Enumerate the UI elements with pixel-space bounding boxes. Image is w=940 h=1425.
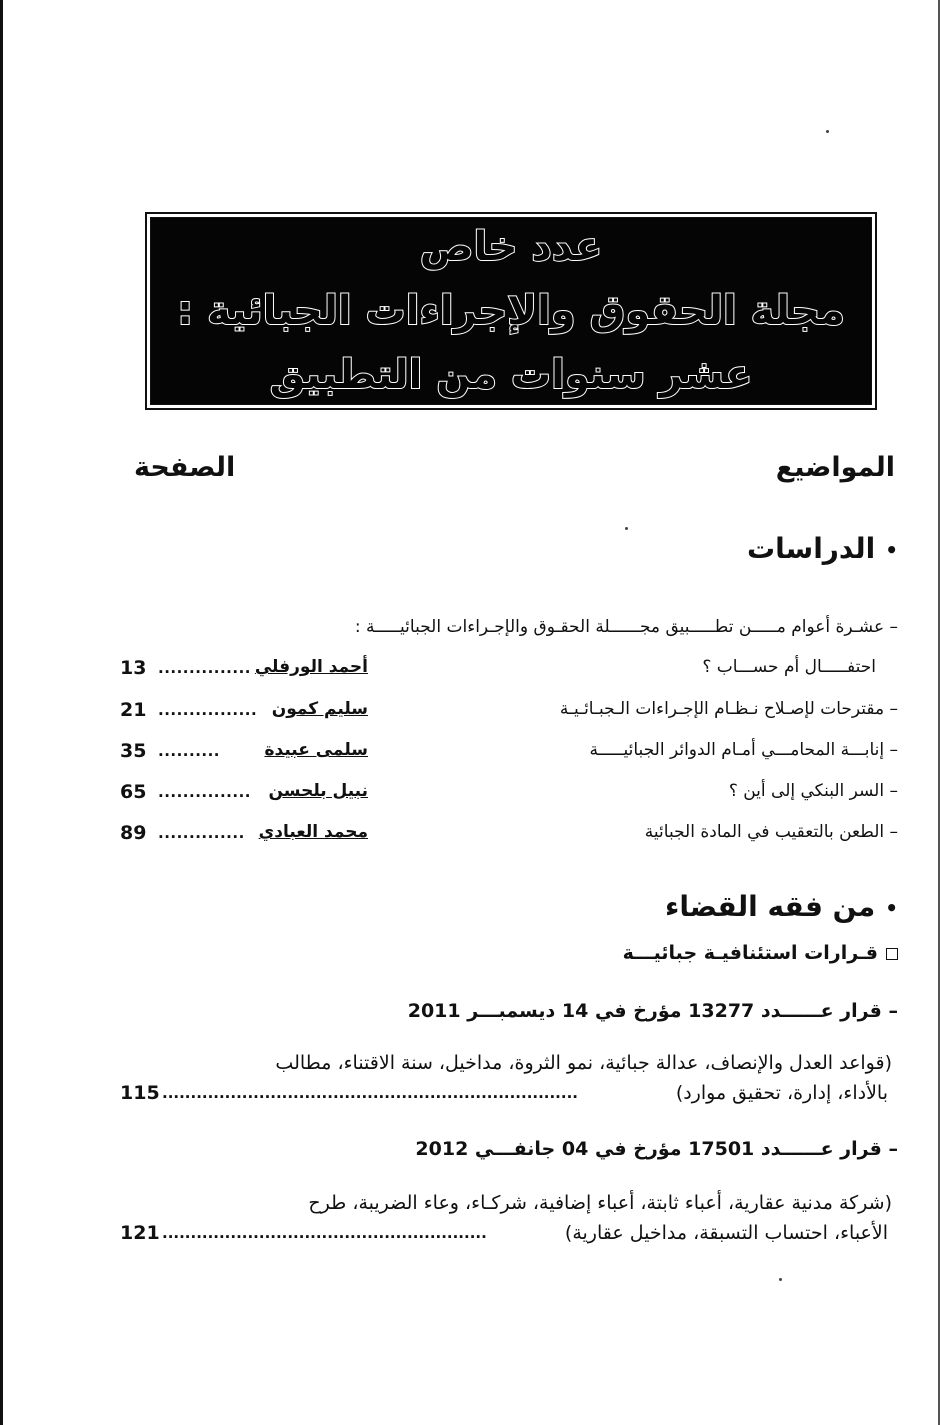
decision-leader: ......................................................... <box>162 1224 487 1242</box>
toc-entry-author: سليم كمون <box>271 699 368 719</box>
scan-speck <box>779 1278 782 1281</box>
special-issue-banner <box>145 212 877 410</box>
banner-line-journal-name: مجلة الحقوق والإجراءات الجبائية : <box>177 288 845 334</box>
decision-page: 121 <box>120 1222 160 1244</box>
toc-entry-title: احتفـــــال أم حســـاب ؟ <box>702 657 876 677</box>
checkbox-square-icon <box>886 948 898 960</box>
decision-page: 115 <box>120 1082 160 1104</box>
toc-entry[interactable] <box>120 822 898 854</box>
toc-entry-title: – السر البنكي إلى أين ؟ <box>728 781 898 801</box>
toc-entry-author: أحمد الورفلي <box>254 657 368 677</box>
bullet-icon: • <box>885 538 898 562</box>
toc-entry-leader: .......... <box>158 742 220 760</box>
jurisprudence-title-text: من فقه القضاء <box>665 890 876 923</box>
toc-entry-leader: ................ <box>158 701 258 719</box>
toc-entry-author: نبيل بلحسن <box>268 781 368 801</box>
toc-entry[interactable] <box>120 740 898 772</box>
toc-entry-page: 13 <box>120 657 147 679</box>
decision-leader: ......................................................................... <box>162 1084 578 1102</box>
toc-entry[interactable] <box>120 699 898 731</box>
subheading-text: قـرارات استئنافيـة جبائيـــة <box>622 942 878 964</box>
decision-heading: – قرار عــــــدد 17501 مؤرخ في 04 جانفـــي 2012 <box>415 1138 898 1160</box>
page-column-heading: الصفحة <box>134 452 236 483</box>
toc-entry-title: – إنابـــة المحامـــي أمـام الدوائر الجبائيـــــة <box>589 740 898 760</box>
banner-panel <box>150 217 872 405</box>
appeal-decisions-subheading <box>623 942 898 964</box>
banner-line-special-issue: عدد خاص <box>419 224 603 270</box>
scan-speck <box>625 527 628 530</box>
page-left-edge <box>0 0 3 1425</box>
decision-keywords: (شركة مدنية عقارية، أعباء ثابتة، أعباء إضافية، شركـاء، وعاء الضريبة، طرح <box>308 1192 892 1214</box>
decision-heading: – قرار عــــــدد 13277 مؤرخ في 14 ديسمبـــر 2011 <box>407 1000 898 1022</box>
study-intro-title: – عشـرة أعوام مـــــن تطـــــبيق مجــــــلة الحقـوق والإجـراءات الجبائيـــــة : <box>354 617 898 637</box>
decision-keywords: (قواعد العدل والإنصاف، عدالة جبائية، نمو الثروة، مداخيل، سنة الاقتناء، مطالب <box>275 1052 892 1074</box>
toc-entry-page: 89 <box>120 822 147 844</box>
toc-entry-page: 21 <box>120 699 147 721</box>
toc-entry-author: محمد العبادي <box>258 822 368 842</box>
studies-section-title <box>747 532 898 565</box>
decision-keywords-continued: بالأداء، إدارة، تحقيق موارد) <box>675 1082 888 1104</box>
toc-entry-leader: ............... <box>158 659 251 677</box>
toc-entry-title: – الطعن بالتعقيب في المادة الجبائية <box>644 822 898 842</box>
toc-entry-leader: ............... <box>158 783 251 801</box>
decision-entry[interactable] <box>120 1222 888 1254</box>
toc-entry-author: سلمى عبيدة <box>264 740 368 760</box>
studies-title-text: الدراسات <box>747 532 876 565</box>
toc-entry[interactable] <box>120 781 898 813</box>
study-intro-row <box>120 617 898 649</box>
banner-line-ten-years: عشر سنوات من التطبيق <box>269 352 753 398</box>
decision-keywords-continued: الأعباء، احتساب التسبقة، مداخيل عقارية) <box>564 1222 888 1244</box>
decision-entry[interactable] <box>120 1082 888 1114</box>
toc-entry-leader: .............. <box>158 824 245 842</box>
bullet-icon: • <box>885 896 898 920</box>
toc-entry-title: – مقترحات لإصـلاح نـظـام الإجـراءات الـجبـائـيـة <box>559 699 898 719</box>
toc-entry-page: 65 <box>120 781 147 803</box>
toc-entry[interactable] <box>120 657 898 689</box>
jurisprudence-section-title <box>665 890 898 923</box>
scan-speck <box>826 130 829 133</box>
topics-column-heading: المواضيع <box>775 452 895 483</box>
toc-entry-page: 35 <box>120 740 147 762</box>
